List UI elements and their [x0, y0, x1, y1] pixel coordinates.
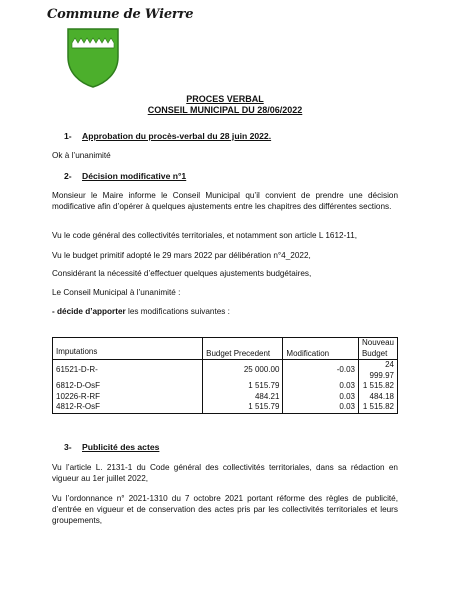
table-cell: 1 515.82 — [358, 381, 397, 392]
document-subtitle: CONSEIL MUNICIPAL DU 28/06/2022 — [147, 105, 303, 115]
table-header: Budget Precedent — [203, 338, 283, 360]
table-cell: -0.03 — [283, 360, 359, 382]
paragraph: Vu l’ordonnance n° 2021-1310 du 7 octobre 2021 portant réforme des règles de publicité, d’entrée en vigueur et de conservation des actes pris par les collectivités territoriales et leurs groupements, — [52, 494, 398, 525]
table-cell: 4812-R-OsF — [53, 402, 203, 413]
section-2-number: 2- — [64, 171, 72, 181]
section-3-heading — [64, 442, 159, 452]
paragraph: Considérant la nécessité d’effectuer quelques ajustements budgétaires, — [52, 269, 312, 278]
table-cell: 0.03 — [283, 402, 359, 413]
table-header: Nouveau Budget — [358, 338, 397, 360]
paragraph: Le Conseil Municipal à l’unanimité : — [52, 288, 181, 297]
section-2-label: Décision modificative n°1 — [82, 171, 187, 181]
table-cell: 0.03 — [283, 381, 359, 392]
table-cell: 484.18 — [358, 392, 397, 403]
decision-dash: - — [52, 307, 55, 316]
table-cell: 6812-D-OsF — [53, 381, 203, 392]
section-1-label: Approbation du procès-verbal du 28 juin 2022. — [82, 131, 272, 141]
table-cell: 0.03 — [283, 392, 359, 403]
section-1-number: 1- — [64, 131, 72, 141]
paragraph: Vu l’article L. 2131-1 du Code général des collectivités territoriales, dans sa rédaction en vigueur au 1er juillet 2022, — [52, 463, 398, 483]
table-header: Imputations — [53, 338, 203, 360]
table-header: Modification — [283, 338, 359, 360]
table-header-row — [53, 338, 398, 360]
section-1-heading — [64, 131, 271, 141]
section-3-number: 3- — [64, 442, 72, 452]
table-cell: 1 515.82 — [358, 402, 397, 413]
table-cell: 1 515.79 — [203, 381, 283, 392]
decision-line — [52, 307, 230, 316]
table-cell: 61521-D-R- — [53, 360, 203, 382]
table-cell: 24 999.97 — [358, 360, 397, 382]
table-row — [53, 392, 398, 403]
table-row — [53, 360, 398, 382]
document-title: PROCES VERBAL — [186, 94, 264, 104]
section-3-label: Publicité des actes — [82, 442, 160, 452]
table-row — [53, 381, 398, 392]
coat-of-arms — [66, 27, 120, 89]
table-cell: 484.21 — [203, 392, 283, 403]
table-cell: 1 515.79 — [203, 402, 283, 413]
section-2-heading — [64, 171, 186, 181]
paragraph: Vu le budget primitif adopté le 29 mars 2022 par délibération n°4_2022, — [52, 251, 311, 260]
table-cell: 25 000.00 — [203, 360, 283, 382]
table-cell: 10226-R-RF — [53, 392, 203, 403]
budget-table — [52, 337, 398, 414]
paragraph: Vu le code général des collectivités territoriales, et notamment son article L 1612-11, — [52, 231, 358, 240]
section-1-text: Ok à l’unanimité — [52, 151, 111, 160]
paragraph: Monsieur le Maire informe le Conseil Municipal qu’il convient de prendre une décision modificative afin d’opérer à quelques ajustements entre les chapitres des différentes sections. — [52, 191, 398, 211]
decision-bold: décide d’apporter — [57, 307, 126, 316]
table-row — [53, 402, 398, 413]
commune-name: Commune de Wierre — [47, 7, 194, 22]
decision-rest: les modifications suivantes : — [125, 307, 230, 316]
